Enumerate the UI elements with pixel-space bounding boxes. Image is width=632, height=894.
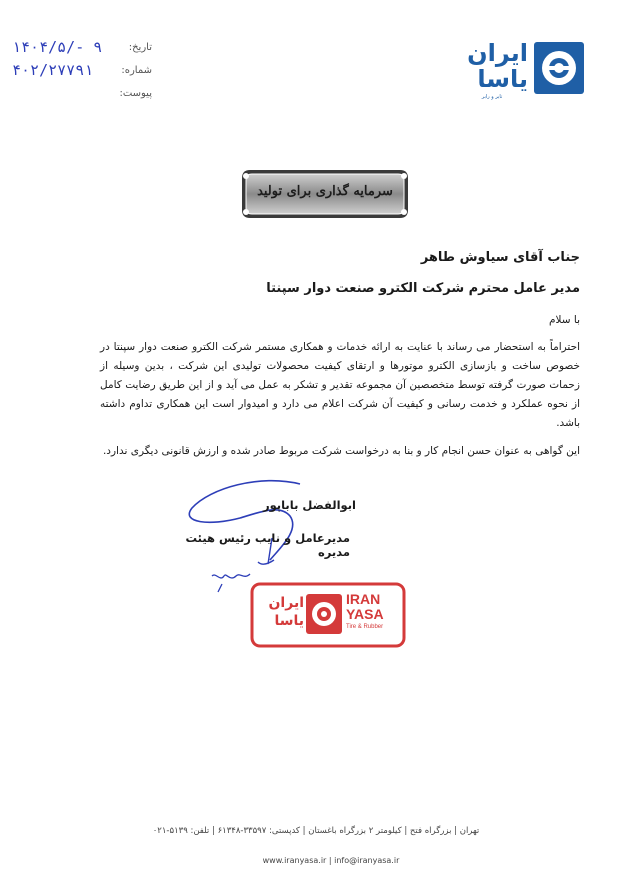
stamp-en-line2: YASA bbox=[346, 606, 384, 622]
number-row bbox=[12, 61, 152, 84]
number-value: ۴۰۲/۲۷۷۹۱ bbox=[12, 61, 94, 79]
recipient-title: مدیر عامل محترم شرکت الکترو صنعت دوار سپنتا bbox=[266, 281, 580, 296]
banner-slogan: سرمایه گذاری برای تولید bbox=[257, 184, 393, 199]
recipient-name: جناب آقای سیاوش طاهر bbox=[420, 250, 580, 265]
company-stamp bbox=[250, 582, 406, 648]
body-paragraph-1: احتراماً به استحضار می رساند با عنایت به ارائه خدمات و همکاری مستمر شرکت الکترو صنعت دوار سپنتا در خصوص ساخت و بازسازی الکترو موتورها و ارتقای کیفیت محصولات تولیدی این شرکت ، بدین وسیله از زحمات صورت گرفته توسط متخصصین آن مجموعه تقدیر و تشکر به عمل می آید و از این طریق رضایت کامل از نحوه عملکرد و خدمت رسانی و کیفیت آن شرکت اعلام می دارد و امیدوار است این همکاری تداوم داشته باشد. bbox=[100, 341, 580, 429]
logo-text-line1: ایران bbox=[467, 39, 528, 67]
attachment-row bbox=[12, 84, 152, 107]
stamp-en-line1: IRAN bbox=[346, 591, 381, 607]
number-label: شماره: bbox=[121, 65, 152, 76]
attachment-label: پیوست: bbox=[119, 88, 152, 99]
signer-title: مدیرعامل و نایب رئیس هیئت مدیره bbox=[185, 531, 350, 559]
logo-mark-icon bbox=[532, 40, 586, 96]
signer-name: ابوالفضل باباپور bbox=[262, 498, 356, 512]
company-logo bbox=[456, 36, 586, 106]
stamp-persian-text bbox=[258, 594, 304, 630]
stamp-en-line3: Tire & Rubber bbox=[346, 624, 384, 630]
slogan-banner bbox=[240, 168, 410, 220]
date-value: ۱۴۰۴/۵/- ۹ bbox=[12, 38, 103, 56]
footer-address: تهران | بزرگراه فتح | کیلومتر ۲ بزرگراه باغستان | کدپستی: ۳۳۵۹۷-۶۱۳۴۸ | تلفن: ۵۱۳۹-۰۲۱ bbox=[152, 826, 480, 836]
stamp-fa-line1: ایران bbox=[268, 595, 304, 611]
body-paragraph-2: این گواهی به عنوان حسن انجام کار و بنا به درخواست شرکت مربوط صادر شده و ارزش قانونی دیگری ندارد. bbox=[102, 445, 580, 457]
logo-text-line2: یاسا bbox=[477, 65, 528, 93]
logo-subtitle: تایر و رابر bbox=[481, 94, 503, 100]
logo-wordmark bbox=[456, 40, 528, 92]
stamp-english-text bbox=[346, 592, 400, 632]
date-label: تاریخ: bbox=[128, 42, 152, 53]
letter-meta bbox=[12, 38, 152, 107]
salutation: با سلام bbox=[548, 314, 580, 326]
footer-contact: www.iranyasa.ir | info@iranyasa.ir bbox=[262, 856, 400, 865]
date-row bbox=[12, 38, 152, 61]
stamp-fa-line2: یاسا bbox=[274, 613, 304, 629]
